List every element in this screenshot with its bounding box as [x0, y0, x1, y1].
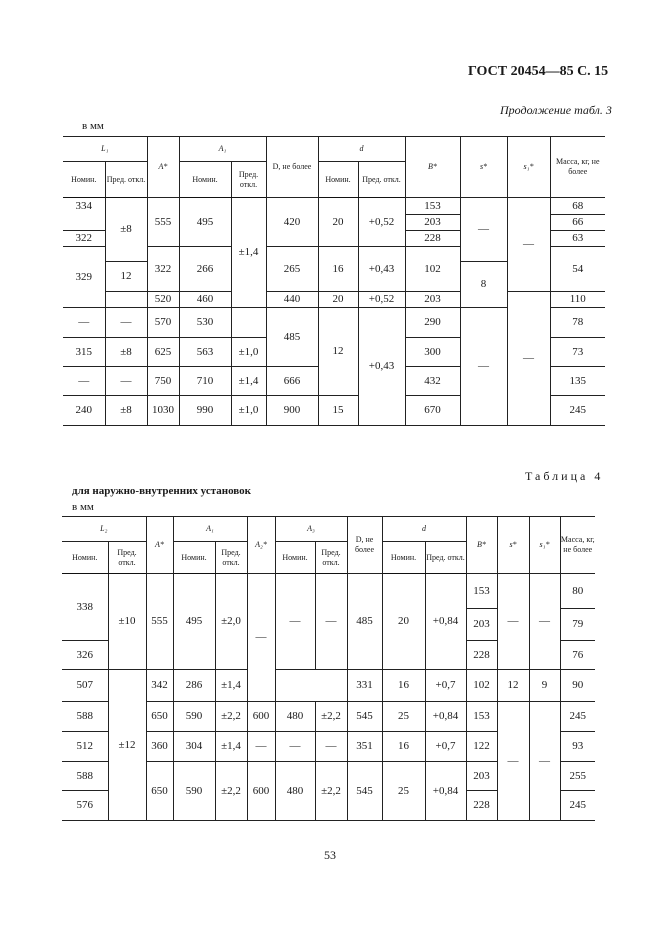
header-nomin: Номин.: [382, 542, 425, 574]
cell: 900: [266, 396, 318, 426]
cell: 331: [347, 670, 382, 702]
cell: —: [460, 308, 507, 426]
table-4: [62, 516, 595, 821]
cell: ±1,4: [231, 367, 266, 396]
header-A1: A₁: [173, 517, 247, 542]
cell: 16: [318, 247, 358, 292]
page-number: 53: [324, 848, 336, 862]
cell: —: [529, 574, 560, 670]
cell: 73: [550, 338, 605, 367]
cell: 203: [466, 609, 497, 641]
table-row: [63, 292, 605, 308]
cell: —: [247, 574, 275, 702]
cell: 588: [62, 762, 108, 791]
cell: 600: [247, 762, 275, 821]
cell: 68: [550, 198, 605, 215]
cell: 135: [550, 367, 605, 396]
cell: 342: [146, 670, 173, 702]
header-nomin: Номин.: [318, 162, 358, 198]
cell: 322: [63, 231, 105, 247]
cell: 286: [173, 670, 215, 702]
cell: —: [275, 732, 315, 762]
cell: ±2,2: [215, 702, 247, 732]
cell: 315: [63, 338, 105, 367]
cell: —: [105, 308, 147, 338]
header-B-star: B*: [466, 517, 497, 574]
table-3-continuation: [63, 136, 605, 426]
cell: 304: [173, 732, 215, 762]
cell: 8: [460, 262, 507, 308]
cell: 110: [550, 292, 605, 308]
cell: —: [63, 367, 105, 396]
cell: +0,52: [358, 292, 405, 308]
cell: 545: [347, 762, 382, 821]
cell: 670: [405, 396, 460, 426]
cell: ±1,4: [231, 198, 266, 308]
cell: 650: [146, 762, 173, 821]
cell: ±8: [105, 338, 147, 367]
cell: 326: [62, 641, 108, 670]
cell: 228: [466, 791, 497, 821]
cell: +0,84: [425, 762, 466, 821]
header-B-star: B*: [405, 137, 460, 198]
header-pred-otkl: Пред. откл.: [231, 162, 266, 198]
cell: ±10: [108, 574, 146, 670]
cell: 300: [405, 338, 460, 367]
header-A3: A₃: [275, 517, 347, 542]
cell: 12: [318, 308, 358, 396]
cell: 240: [63, 396, 105, 426]
cell: 666: [266, 367, 318, 396]
cell: 338: [62, 574, 108, 641]
cell: 570: [147, 308, 179, 338]
cell: ±1,4: [215, 732, 247, 762]
header-nomin: Номин.: [179, 162, 231, 198]
cell: 530: [179, 308, 231, 338]
cell: 485: [266, 308, 318, 367]
cell: 20: [318, 292, 358, 308]
cell: ±8: [105, 198, 147, 262]
header-pred-otkl: Пред. откл.: [315, 542, 347, 574]
cell: 650: [146, 702, 173, 732]
cell: 600: [247, 702, 275, 732]
header-L2: L₂: [62, 517, 146, 542]
cell: 153: [466, 574, 497, 609]
cell: ±2,0: [215, 574, 247, 670]
cell: ±1,0: [231, 396, 266, 426]
cell: 420: [266, 198, 318, 247]
cell: 228: [466, 641, 497, 670]
cell: [275, 670, 347, 702]
header-pred-otkl: Пред. откл.: [215, 542, 247, 574]
cell: 90: [560, 670, 595, 702]
header-A-star: A*: [147, 137, 179, 198]
cell: [105, 292, 147, 308]
cell: 507: [62, 670, 108, 702]
cell: 203: [405, 215, 460, 231]
header-s1-star: s₁*: [507, 137, 550, 198]
header-d: d: [382, 517, 466, 542]
cell: 66: [550, 215, 605, 231]
cell: 63: [550, 231, 605, 247]
cell: 495: [173, 574, 215, 670]
header-D: D, не более: [347, 517, 382, 574]
header-nomin: Номин.: [275, 542, 315, 574]
cell: 15: [318, 396, 358, 426]
cell: —: [315, 574, 347, 670]
table-row: [62, 670, 595, 702]
cell: 590: [173, 702, 215, 732]
cell: 485: [347, 574, 382, 670]
cell: —: [247, 732, 275, 762]
cell: 351: [347, 732, 382, 762]
cell: 322: [147, 247, 179, 292]
cell: —: [275, 574, 315, 670]
header-A1: A₁: [179, 137, 266, 162]
cell: 255: [560, 762, 595, 791]
cell: 78: [550, 308, 605, 338]
cell: —: [507, 292, 550, 426]
cell: 480: [275, 702, 315, 732]
table4-unit-label: в мм: [72, 501, 94, 513]
page-header-title: ГОСТ 20454—85 С. 15: [468, 64, 609, 79]
cell: 334: [63, 198, 105, 231]
cell: 555: [147, 198, 179, 247]
cell: 245: [560, 702, 595, 732]
cell: 710: [179, 367, 231, 396]
cell: 102: [466, 670, 497, 702]
cell: 80: [560, 574, 595, 609]
cell: ±1,0: [231, 338, 266, 367]
cell: 495: [179, 198, 231, 247]
cell: 203: [405, 292, 460, 308]
cell: 79: [560, 609, 595, 641]
cell: +0,84: [425, 574, 466, 670]
table4-purpose: для наружно-внутренних установок: [72, 485, 252, 497]
cell: 12: [105, 262, 147, 292]
cell: 329: [63, 247, 105, 308]
cell: 228: [405, 231, 460, 247]
header-L1: L₁: [63, 137, 147, 162]
cell: 563: [179, 338, 231, 367]
cell: 20: [318, 198, 358, 247]
cell: 545: [347, 702, 382, 732]
cell: ±2,2: [215, 762, 247, 821]
cell: 245: [550, 396, 605, 426]
cell: 266: [179, 247, 231, 292]
cell: 25: [382, 702, 425, 732]
cell: —: [105, 367, 147, 396]
header-pred-otkl: Пред. откл.: [425, 542, 466, 574]
cell: 290: [405, 308, 460, 338]
header-d: d: [318, 137, 405, 162]
cell: 576: [62, 791, 108, 821]
cell: 54: [550, 247, 605, 292]
cell: 520: [147, 292, 179, 308]
table-row: [63, 198, 605, 215]
cell: ±2,2: [315, 702, 347, 732]
header-D: D, не более: [266, 137, 318, 198]
cell: —: [63, 308, 105, 338]
cell: 750: [147, 367, 179, 396]
table1-unit-label: в мм: [82, 120, 104, 132]
cell: 990: [179, 396, 231, 426]
table4-caption: Таблица 4: [525, 469, 604, 483]
cell: —: [460, 198, 507, 262]
table-header-row: [63, 137, 605, 162]
cell: 265: [266, 247, 318, 292]
cell: 93: [560, 732, 595, 762]
cell: 432: [405, 367, 460, 396]
cell: 590: [173, 762, 215, 821]
header-s1-star: s₁*: [529, 517, 560, 574]
cell: 245: [560, 791, 595, 821]
header-s-star: s*: [460, 137, 507, 198]
cell: 360: [146, 732, 173, 762]
cell: +0,52: [358, 198, 405, 247]
cell: ±1,4: [215, 670, 247, 702]
cell: +0,43: [358, 247, 405, 292]
cell: —: [529, 702, 560, 821]
cell: 16: [382, 670, 425, 702]
header-nomin: Номин.: [62, 542, 108, 574]
cell: 480: [275, 762, 315, 821]
header-mass: Масса, кг, не более: [550, 137, 605, 198]
cell: 588: [62, 702, 108, 732]
header-A2-star: A₂*: [247, 517, 275, 574]
header-pred-otkl: Пред. откл.: [105, 162, 147, 198]
cell: 25: [382, 762, 425, 821]
cell: 555: [146, 574, 173, 670]
header-mass: Масса, кг, не более: [560, 517, 595, 574]
header-pred-otkl: Пред. откл.: [108, 542, 146, 574]
cell: 102: [405, 247, 460, 292]
cell: 20: [382, 574, 425, 670]
cell: —: [497, 574, 529, 670]
header-nomin: Номин.: [63, 162, 105, 198]
cell: +0,84: [425, 702, 466, 732]
cell: ±8: [105, 396, 147, 426]
table-continuation-label: Продолжение табл. 3: [500, 103, 612, 117]
header-pred-otkl: Пред. откл.: [358, 162, 405, 198]
cell: 76: [560, 641, 595, 670]
header-A-star: A*: [146, 517, 173, 574]
cell: ±12: [108, 670, 146, 821]
cell: 153: [405, 198, 460, 215]
cell: —: [315, 732, 347, 762]
header-nomin: Номин.: [173, 542, 215, 574]
cell: —: [507, 198, 550, 292]
cell: [231, 308, 266, 338]
cell: 153: [466, 702, 497, 732]
cell: 12: [497, 670, 529, 702]
cell: 440: [266, 292, 318, 308]
cell: 512: [62, 732, 108, 762]
cell: 625: [147, 338, 179, 367]
cell: ±2,2: [315, 762, 347, 821]
header-s-star: s*: [497, 517, 529, 574]
cell: +0,7: [425, 670, 466, 702]
table-row: [62, 574, 595, 609]
cell: +0,7: [425, 732, 466, 762]
table-header-row: [62, 517, 595, 542]
cell: 1030: [147, 396, 179, 426]
cell: 9: [529, 670, 560, 702]
cell: —: [497, 702, 529, 821]
cell: 16: [382, 732, 425, 762]
cell: 203: [466, 762, 497, 791]
cell: 122: [466, 732, 497, 762]
cell: +0,43: [358, 308, 405, 426]
cell: 460: [179, 292, 231, 308]
